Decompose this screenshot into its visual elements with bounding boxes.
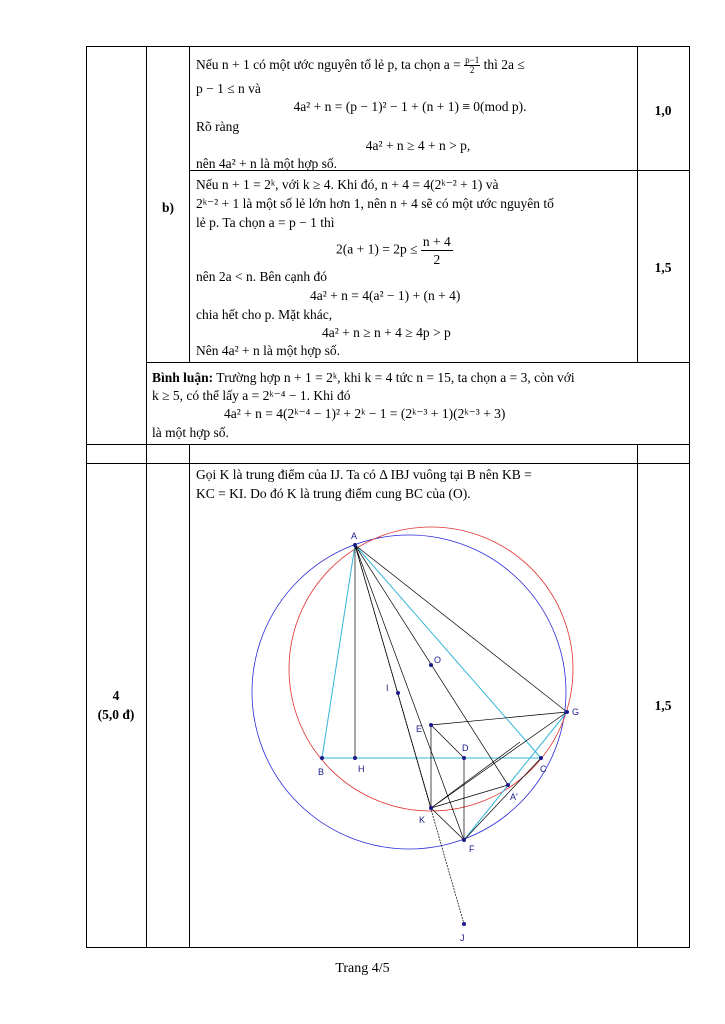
comment-line3: là một hợp số. bbox=[152, 425, 229, 440]
case1-line4: nên 4a² + n là một hợp số. bbox=[196, 156, 338, 171]
problem-points: (5,0 đ) bbox=[97, 707, 135, 722]
label-d: D bbox=[462, 743, 469, 753]
point-b bbox=[320, 756, 324, 760]
comment-line2: k ≥ 5, có thể lấy a = 2ᵏ⁻⁴ − 1. Khi đó bbox=[152, 388, 351, 403]
label-h: H bbox=[358, 764, 365, 774]
label-j: J bbox=[460, 933, 465, 943]
label-e: E bbox=[416, 724, 423, 734]
problem4-line2: KC = KI. Do đó K là trung điểm cung BC của (O). bbox=[196, 486, 471, 501]
case1-equation2: 4a² + n ≥ 4 + n > p, bbox=[365, 138, 471, 153]
case1-line2: p − 1 ≤ n và bbox=[196, 81, 261, 96]
case2-score: 1,5 bbox=[654, 260, 672, 275]
comment-line1: Bình luận: Trường hợp n + 1 = 2ᵏ, khi k = 4 tức n = 15, ta chọn a = 3, còn với bbox=[152, 370, 575, 385]
line-ac bbox=[355, 545, 541, 758]
line-ed bbox=[431, 725, 464, 758]
line-gf bbox=[464, 712, 567, 840]
case2-line1: Nếu n + 1 = 2ᵏ, với k ≥ 4. Khi đó, n + 4 = 4(2ᵏ⁻² + 1) và bbox=[196, 177, 499, 192]
case2-equation1: 2(a + 1) = 2p ≤ $\frac{n + 4}{2}$ bbox=[336, 234, 451, 267]
point-c bbox=[539, 756, 543, 760]
point-g bbox=[565, 710, 569, 714]
case2-line3: lẻ p. Ta chọn a = p − 1 thì bbox=[196, 215, 335, 230]
case1-score: 1,0 bbox=[654, 103, 672, 118]
page-footer: Trang 4/5 bbox=[335, 961, 390, 976]
line-fc bbox=[464, 758, 541, 840]
label-b: B bbox=[318, 767, 325, 777]
label-c: C bbox=[540, 764, 547, 774]
case1-fraction: $\frac{p-1}{2}$ bbox=[465, 55, 480, 76]
line-ab bbox=[322, 545, 355, 758]
point-e bbox=[429, 723, 433, 727]
problem4-line1: Gọi K là trung điểm của IJ. Ta có Δ IBJ vuông tại B nên KB = bbox=[196, 467, 532, 482]
problem4-score: 1,5 bbox=[654, 698, 672, 713]
line-ka bbox=[431, 742, 520, 808]
line-eg bbox=[431, 712, 567, 725]
part-label: b) bbox=[161, 200, 174, 215]
point-f bbox=[462, 838, 466, 842]
case2-line5: chia hết cho p. Mặt khác, bbox=[196, 307, 333, 322]
case1-equation1: 4a² + n = (p − 1)² − 1 + (n + 1) ≡ 0(mod p). bbox=[293, 99, 527, 114]
case2-line4: nên 2a < n. Bên cạnh đó bbox=[196, 269, 327, 284]
case2-equation3: 4a² + n ≥ n + 4 ≥ 4p > p bbox=[322, 325, 451, 340]
case1-line1: Nếu n + 1 có một ước nguyên tố lẻ p, ta chọn a = $\frac{p-1}{2}$ thì 2a ≤ bbox=[196, 55, 525, 76]
case2-fraction: $\frac{n + 4}{2}$ bbox=[422, 234, 451, 267]
point-i bbox=[396, 691, 400, 695]
label-f: F bbox=[469, 844, 475, 854]
line-ka-prime bbox=[431, 785, 508, 808]
label-k: K bbox=[419, 815, 426, 825]
point-a-prime bbox=[506, 783, 510, 787]
point-a bbox=[353, 543, 357, 547]
point-d bbox=[462, 756, 466, 760]
point-h bbox=[353, 756, 357, 760]
label-a-prime: A' bbox=[510, 792, 518, 802]
line-kf bbox=[431, 808, 464, 840]
case2-line6: Nên 4a² + n là một hợp số. bbox=[196, 343, 341, 358]
case2-equation2: 4a² + n = 4(a² − 1) + (n + 4) bbox=[310, 288, 461, 303]
case2-line2: 2ᵏ⁻² + 1 là một số lẻ lớn hơn 1, nên n + 4 sẽ có một ước nguyên tố bbox=[196, 196, 554, 211]
line-ak bbox=[355, 545, 431, 808]
label-g: G bbox=[572, 707, 580, 717]
label-a: A bbox=[351, 531, 358, 541]
point-j bbox=[462, 922, 466, 926]
label-o: O bbox=[434, 655, 442, 665]
comment-equation: 4a² + n = 4(2ᵏ⁻⁴ − 1)² + 2ᵏ − 1 = (2ᵏ⁻³ + 1)(2ᵏ⁻³ + 3) bbox=[224, 406, 506, 421]
problem-number: 4 bbox=[112, 688, 120, 703]
point-o bbox=[429, 663, 433, 667]
case1-line3: Rõ ràng bbox=[196, 119, 240, 134]
label-i: I bbox=[386, 683, 389, 693]
point-k bbox=[429, 806, 433, 810]
